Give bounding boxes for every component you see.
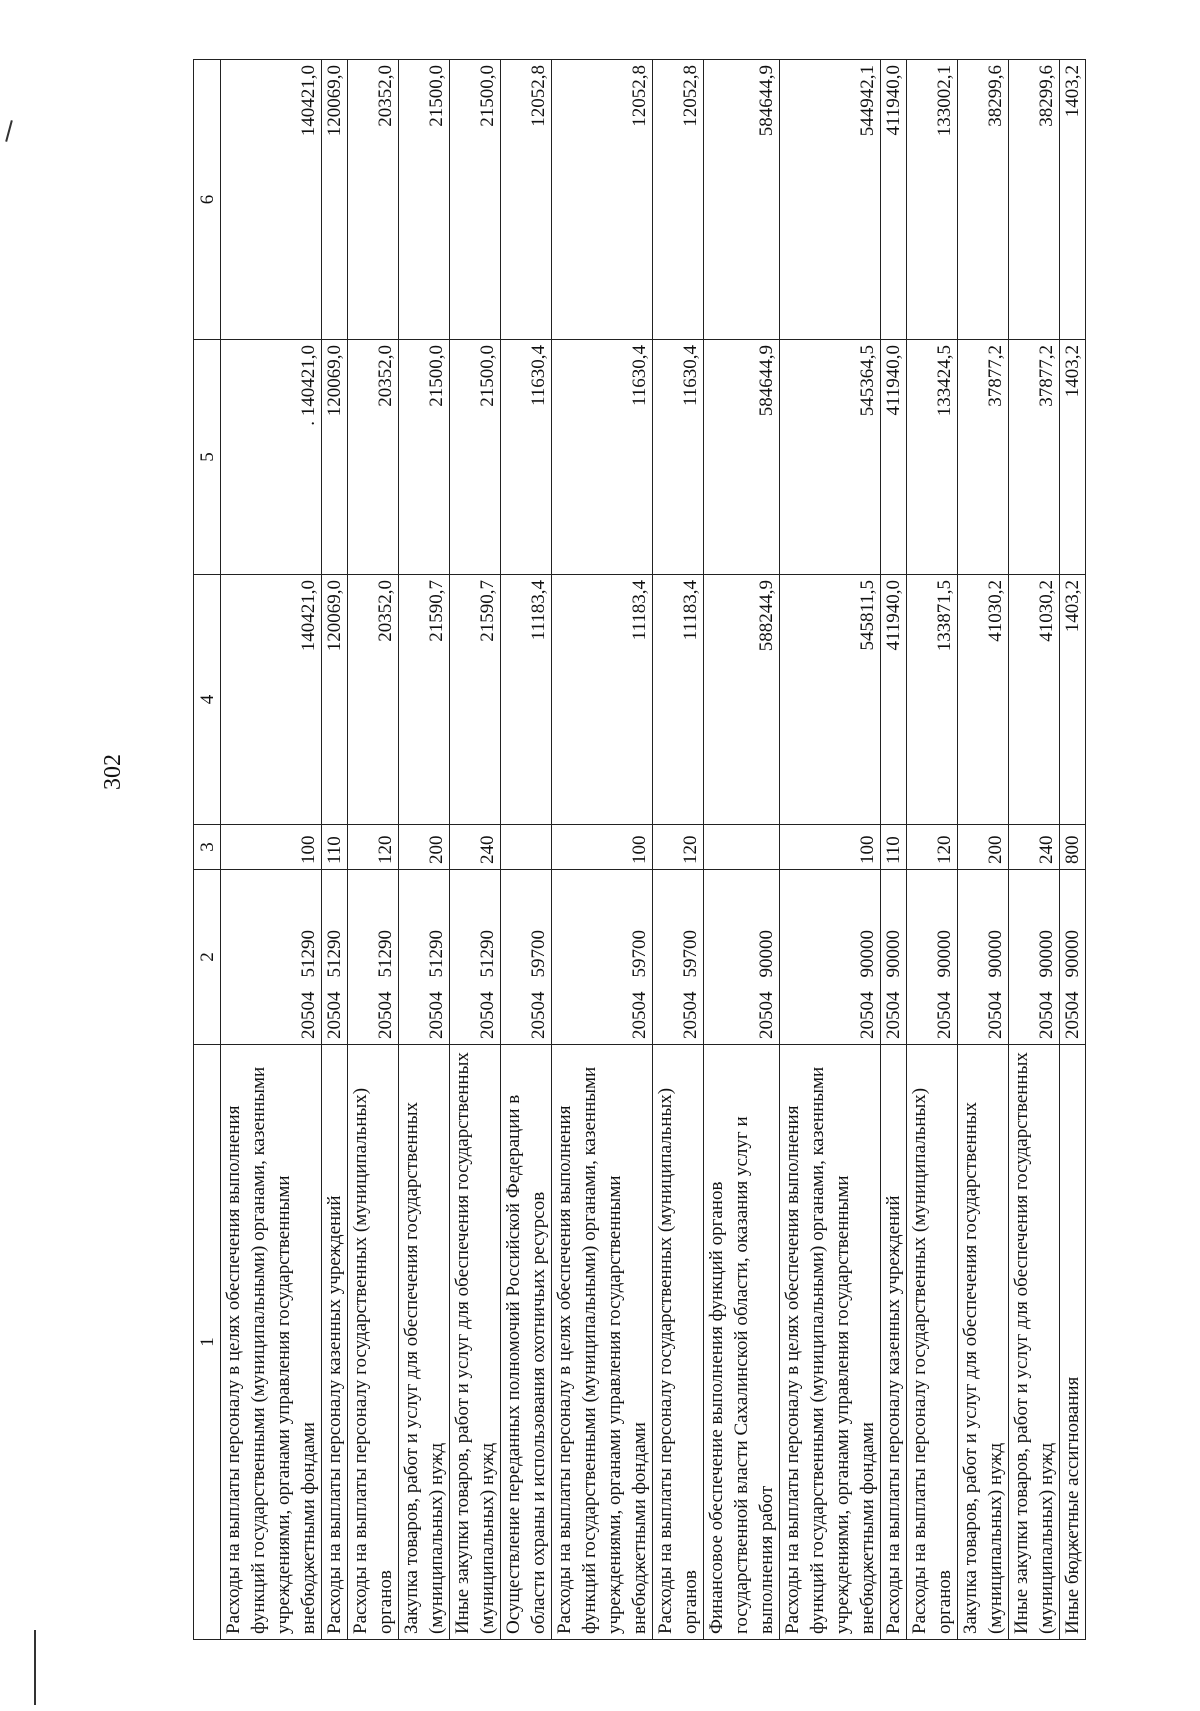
column-header-2: 2 [194, 870, 221, 1045]
row-name: Иные закупки товаров, работ и услуг для обеспечения государственных (муниципальных) нужд [450, 1045, 501, 1640]
row-value-5: 11630,4 [653, 340, 704, 575]
row-target-code: 51290 [324, 930, 345, 978]
row-name: Расходы на выплаты персоналу в целях обеспечения выполнения функций государственными (муниципальными) органами, казенными учреждениями, органами управления государственными внебюджетными фондами [780, 1045, 881, 1640]
table-row [1060, 60, 1086, 1640]
row-kind [704, 825, 780, 870]
row-target-code: 90000 [934, 930, 955, 978]
row-code [501, 870, 552, 1045]
budget-table [193, 59, 1086, 1640]
row-kind: 200 [399, 825, 450, 870]
budget-table-rotated [193, 60, 1193, 1640]
row-code [881, 870, 907, 1045]
row-kind: 200 [958, 825, 1009, 870]
row-value-4: 133871,5 [907, 575, 958, 825]
row-value-5: 411940,0 [881, 340, 907, 575]
row-value-5: 133424,5 [907, 340, 958, 575]
row-value-6: 21500,0 [399, 60, 450, 340]
row-section-code: 20504 [883, 991, 904, 1039]
row-name: Осуществление переданных полномочий Российской Федерации в области охраны и использования охотничьих ресурсов [501, 1045, 552, 1640]
row-kind: 100 [221, 825, 322, 870]
row-kind: 110 [881, 825, 907, 870]
row-value-4: 140421,0 [221, 575, 322, 825]
row-code [958, 870, 1009, 1045]
row-name: Закупка товаров, работ и услуг для обеспечения государственных (муниципальных) нужд [399, 1045, 450, 1640]
row-value-5: 20352,0 [348, 340, 399, 575]
row-target-code: 90000 [857, 930, 878, 978]
row-section-code: 20504 [477, 991, 498, 1039]
row-target-code: 90000 [883, 930, 904, 978]
row-code [348, 870, 399, 1045]
row-value-4: 11183,4 [501, 575, 552, 825]
row-value-4: 21590,7 [450, 575, 501, 825]
row-code [221, 870, 322, 1045]
row-name: Иные бюджетные ассигнования [1060, 1045, 1086, 1640]
page-number: 302 [100, 754, 126, 790]
row-target-code: 90000 [985, 930, 1006, 978]
row-target-code: 90000 [756, 930, 777, 978]
row-section-code: 20504 [1062, 991, 1083, 1039]
row-section-code: 20504 [426, 991, 447, 1039]
column-header-6: 6 [194, 60, 221, 340]
row-value-5: 21500,0 [399, 340, 450, 575]
row-kind [501, 825, 552, 870]
row-target-code: 90000 [1036, 930, 1057, 978]
row-section-code: 20504 [857, 991, 878, 1039]
row-value-4: 11183,4 [552, 575, 653, 825]
row-code [780, 870, 881, 1045]
row-kind: 100 [552, 825, 653, 870]
row-value-5: 37877,2 [1009, 340, 1060, 575]
row-code [322, 870, 348, 1045]
row-value-6: 133002,1 [907, 60, 958, 340]
table-row [501, 60, 552, 1640]
row-name: Закупка товаров, работ и услуг для обеспечения государственных (муниципальных) нужд [958, 1045, 1009, 1640]
row-value-6: 38299,6 [1009, 60, 1060, 340]
row-target-code: 51290 [477, 930, 498, 978]
row-value-6: 1403,2 [1060, 60, 1086, 340]
row-name: Расходы на выплаты персоналу государственных (муниципальных) органов [653, 1045, 704, 1640]
row-value-6: 20352,0 [348, 60, 399, 340]
row-name: Расходы на выплаты персоналу в целях обеспечения выполнения функций государственными (муниципальными) органами, казенными учреждениями, органами управления государственными внебюджетными фондами [552, 1045, 653, 1640]
row-kind: 240 [450, 825, 501, 870]
row-name: Иные закупки товаров, работ и услуг для обеспечения государственных (муниципальных) нужд [1009, 1045, 1060, 1640]
scan-mark [34, 1630, 36, 1705]
row-value-5: 21500,0 [450, 340, 501, 575]
table-row [552, 60, 653, 1640]
row-value-4: 41030,2 [958, 575, 1009, 825]
row-value-4: 41030,2 [1009, 575, 1060, 825]
row-value-5: 1403,2 [1060, 340, 1086, 575]
row-value-5: 37877,2 [958, 340, 1009, 575]
row-section-code: 20504 [1036, 991, 1057, 1039]
row-value-4: 588244,9 [704, 575, 780, 825]
table-row [348, 60, 399, 1640]
row-target-code: 59700 [629, 930, 650, 978]
row-value-5: . 140421,0 [221, 340, 322, 575]
row-kind: 120 [348, 825, 399, 870]
row-code [1060, 870, 1086, 1045]
row-code [399, 870, 450, 1045]
row-value-6: 544942,1 [780, 60, 881, 340]
table-row [1009, 60, 1060, 1640]
table-row [653, 60, 704, 1640]
header-row [194, 60, 221, 1640]
row-value-6: 411940,0 [881, 60, 907, 340]
row-section-code: 20504 [629, 991, 650, 1039]
row-section-code: 20504 [528, 991, 549, 1039]
row-section-code: 20504 [324, 991, 345, 1039]
row-value-4: 21590,7 [399, 575, 450, 825]
column-header-3: 3 [194, 825, 221, 870]
table-row [958, 60, 1009, 1640]
row-name: Финансовое обеспечение выполнения функций органов государственной власти Сахалинской области, оказания услуг и выполнения работ [704, 1045, 780, 1640]
row-value-5: 545364,5 [780, 340, 881, 575]
row-value-4: 1403,2 [1060, 575, 1086, 825]
row-value-6: 584644,9 [704, 60, 780, 340]
row-target-code: 90000 [1062, 930, 1083, 978]
row-kind: 120 [653, 825, 704, 870]
row-name: Расходы на выплаты персоналу казенных учреждений [881, 1045, 907, 1640]
row-target-code: 51290 [375, 930, 396, 978]
row-value-6: 38299,6 [958, 60, 1009, 340]
row-value-6: 12052,8 [552, 60, 653, 340]
row-kind: 240 [1009, 825, 1060, 870]
row-section-code: 20504 [680, 991, 701, 1039]
table-row [780, 60, 881, 1640]
row-section-code: 20504 [756, 991, 777, 1039]
row-section-code: 20504 [934, 991, 955, 1039]
row-code [552, 870, 653, 1045]
scan-mark [5, 120, 13, 142]
column-header-4: 4 [194, 575, 221, 825]
row-value-6: 12052,8 [653, 60, 704, 340]
row-name: Расходы на выплаты персоналу казенных учреждений [322, 1045, 348, 1640]
row-kind: 100 [780, 825, 881, 870]
row-value-5: 11630,4 [552, 340, 653, 575]
row-value-6: 120069,0 [322, 60, 348, 340]
row-section-code: 20504 [298, 991, 319, 1039]
table-row [704, 60, 780, 1640]
column-header-5: 5 [194, 340, 221, 575]
row-section-code: 20504 [375, 991, 396, 1039]
table-row [399, 60, 450, 1640]
table-row [322, 60, 348, 1640]
row-code [704, 870, 780, 1045]
row-kind: 120 [907, 825, 958, 870]
row-value-5: 120069,0 [322, 340, 348, 575]
row-code [653, 870, 704, 1045]
row-value-4: 20352,0 [348, 575, 399, 825]
row-value-4: 411940,0 [881, 575, 907, 825]
table-row [221, 60, 322, 1640]
row-kind: 800 [1060, 825, 1086, 870]
row-name: Расходы на выплаты персоналу государственных (муниципальных) органов [348, 1045, 399, 1640]
row-value-5: 584644,9 [704, 340, 780, 575]
row-target-code: 59700 [680, 930, 701, 978]
row-value-6: 140421,0 [221, 60, 322, 340]
row-value-4: 11183,4 [653, 575, 704, 825]
table-row [881, 60, 907, 1640]
row-name: Расходы на выплаты персоналу в целях обеспечения выполнения функций государственными (муниципальными) органами, казенными учреждениями, органами управления государственными внебюджетными фондами [221, 1045, 322, 1640]
row-section-code: 20504 [985, 991, 1006, 1039]
row-value-6: 12052,8 [501, 60, 552, 340]
row-code [450, 870, 501, 1045]
table-row [907, 60, 958, 1640]
column-header-1: 1 [194, 1045, 221, 1640]
row-target-code: 51290 [426, 930, 447, 978]
row-value-6: 21500,0 [450, 60, 501, 340]
row-code [907, 870, 958, 1045]
row-kind: 110 [322, 825, 348, 870]
table-row [450, 60, 501, 1640]
row-name: Расходы на выплаты персоналу государственных (муниципальных) органов [907, 1045, 958, 1640]
row-value-5: 11630,4 [501, 340, 552, 575]
row-target-code: 51290 [298, 930, 319, 978]
row-value-4: 120069,0 [322, 575, 348, 825]
row-value-4: 545811,5 [780, 575, 881, 825]
row-target-code: 59700 [528, 930, 549, 978]
row-code [1009, 870, 1060, 1045]
